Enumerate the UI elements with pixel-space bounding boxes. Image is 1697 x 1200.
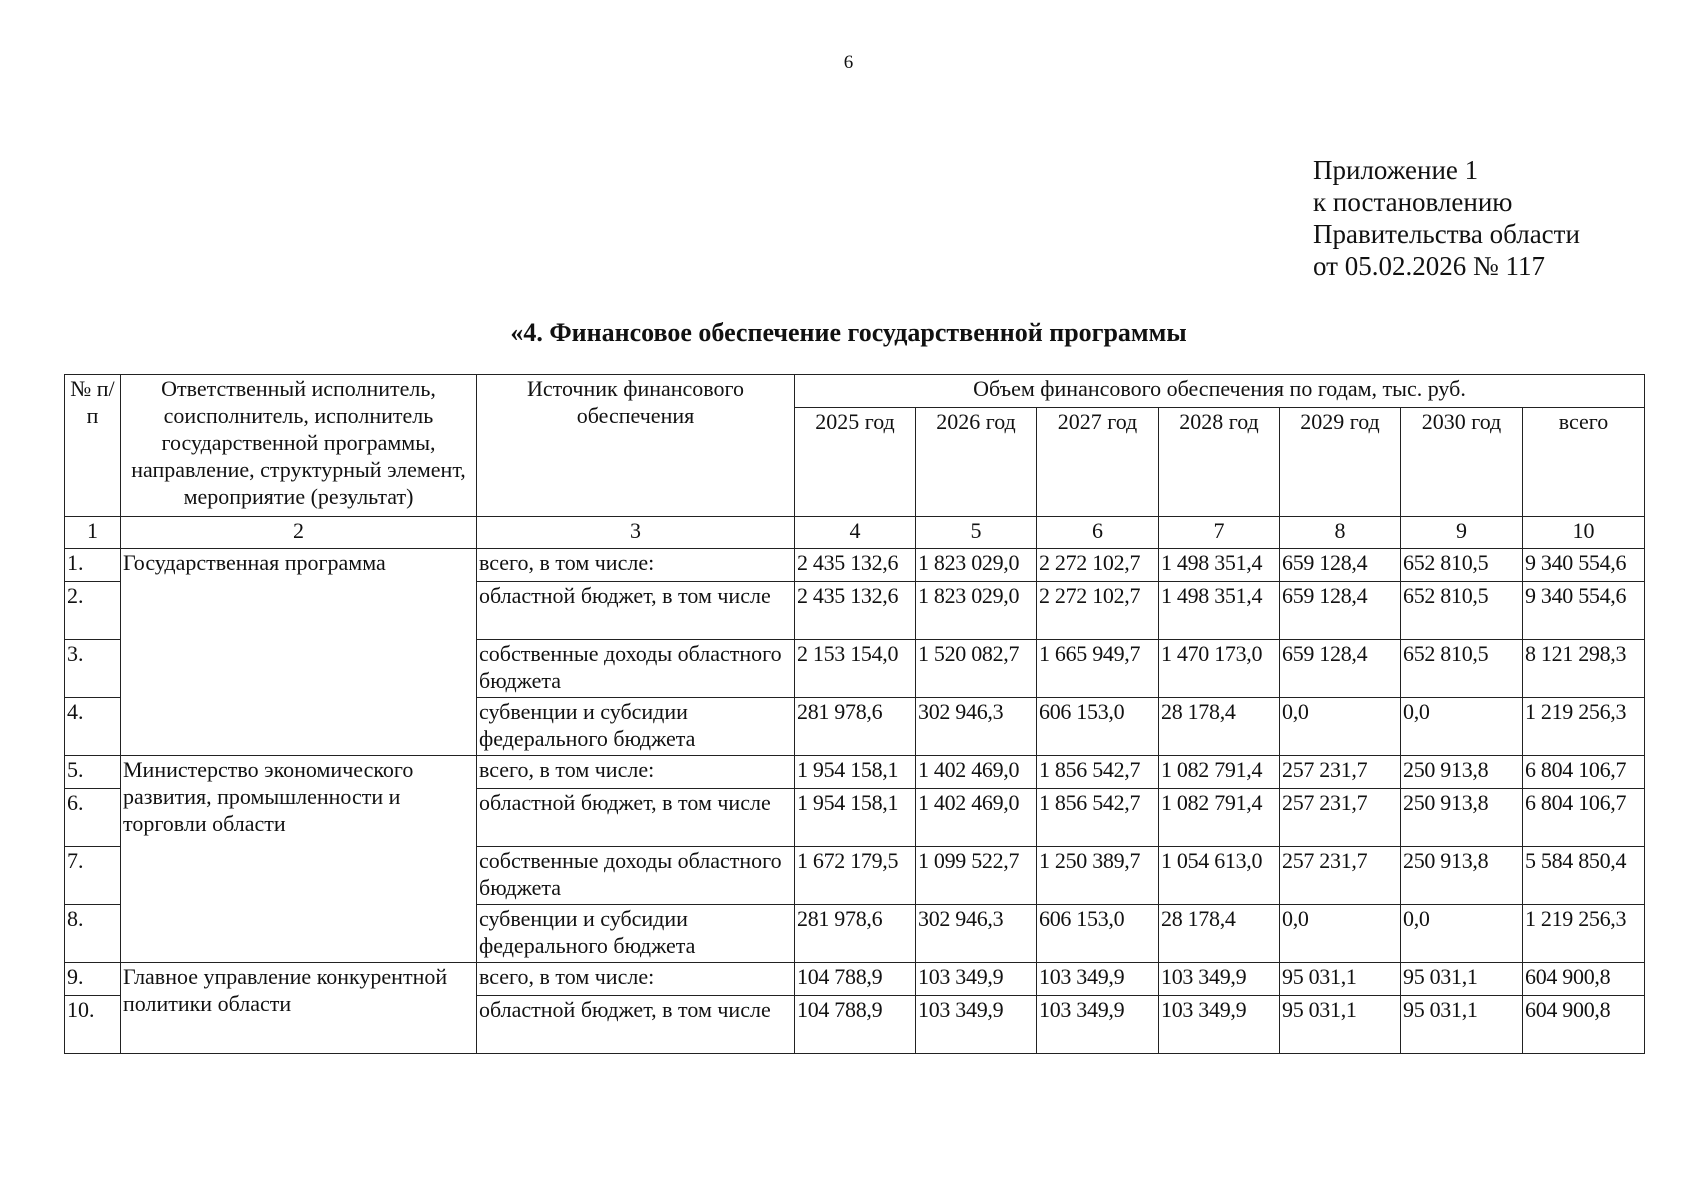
value-cell: 1 672 179,5 [795, 847, 916, 905]
column-number: 2 [121, 517, 477, 549]
value-cell: 257 231,7 [1280, 847, 1401, 905]
value-cell: 1 054 613,0 [1159, 847, 1280, 905]
value-cell: 1 498 351,4 [1159, 549, 1280, 582]
value-cell: 2 272 102,7 [1037, 549, 1159, 582]
source-cell: всего, в том числе: [477, 549, 795, 582]
value-cell: 104 788,9 [795, 963, 916, 996]
value-cell: 281 978,6 [795, 905, 916, 963]
value-cell: 257 231,7 [1280, 756, 1401, 789]
value-cell: 1 250 389,7 [1037, 847, 1159, 905]
header-year: 2028 год [1159, 408, 1280, 517]
total-cell: 6 804 106,7 [1523, 756, 1645, 789]
value-cell: 95 031,1 [1280, 996, 1401, 1054]
value-cell: 250 913,8 [1401, 756, 1523, 789]
value-cell: 1 856 542,7 [1037, 789, 1159, 847]
value-cell: 95 031,1 [1280, 963, 1401, 996]
value-cell: 104 788,9 [795, 996, 916, 1054]
value-cell: 103 349,9 [916, 996, 1037, 1054]
page-number: 6 [843, 52, 854, 73]
value-cell: 0,0 [1280, 698, 1401, 756]
value-cell: 103 349,9 [1159, 963, 1280, 996]
total-cell: 1 219 256,3 [1523, 905, 1645, 963]
header-source: Источник финансового обеспечения [477, 375, 795, 517]
table-row [65, 549, 1645, 582]
column-number: 10 [1523, 517, 1645, 549]
source-cell: субвенции и субсидии федерального бюджета [477, 905, 795, 963]
source-cell: областной бюджет, в том числе [477, 996, 795, 1054]
source-cell: всего, в том числе: [477, 963, 795, 996]
value-cell: 659 128,4 [1280, 640, 1401, 698]
value-cell: 103 349,9 [916, 963, 1037, 996]
value-cell: 1 082 791,4 [1159, 789, 1280, 847]
financing-table [64, 374, 1645, 1054]
header-num: № п/п [65, 375, 121, 517]
column-number: 4 [795, 517, 916, 549]
value-cell: 1 082 791,4 [1159, 756, 1280, 789]
value-cell: 1 099 522,7 [916, 847, 1037, 905]
value-cell: 302 946,3 [916, 698, 1037, 756]
value-cell: 95 031,1 [1401, 996, 1523, 1054]
total-cell: 9 340 554,6 [1523, 582, 1645, 640]
table-row [65, 963, 1645, 996]
appendix-line: к постановлению [1313, 187, 1513, 217]
appendix-line: от 05.02.2026 № 117 [1313, 251, 1545, 281]
total-cell: 1 219 256,3 [1523, 698, 1645, 756]
appendix-line: Приложение 1 [1313, 155, 1479, 185]
column-number: 8 [1280, 517, 1401, 549]
row-number: 6. [65, 789, 121, 847]
value-cell: 1 470 173,0 [1159, 640, 1280, 698]
header-year: 2025 год [795, 408, 916, 517]
table-body [65, 549, 1645, 1054]
source-cell: собственные доходы областного бюджета [477, 847, 795, 905]
source-cell: собственные доходы областного бюджета [477, 640, 795, 698]
column-number: 3 [477, 517, 795, 549]
total-cell: 9 340 554,6 [1523, 549, 1645, 582]
header-volume: Объем финансового обеспечения по годам, тыс. руб. [795, 375, 1645, 408]
value-cell: 1 520 082,7 [916, 640, 1037, 698]
responsible-cell: Министерство экономического развития, промышленности и торговли области [121, 756, 477, 963]
column-number: 9 [1401, 517, 1523, 549]
value-cell: 0,0 [1401, 698, 1523, 756]
value-cell: 2 272 102,7 [1037, 582, 1159, 640]
header-year: 2029 год [1280, 408, 1401, 517]
total-cell: 5 584 850,4 [1523, 847, 1645, 905]
appendix-block [1313, 154, 1580, 282]
value-cell: 103 349,9 [1159, 996, 1280, 1054]
value-cell: 0,0 [1401, 905, 1523, 963]
value-cell: 103 349,9 [1037, 996, 1159, 1054]
source-cell: областной бюджет, в том числе [477, 789, 795, 847]
value-cell: 1 402 469,0 [916, 756, 1037, 789]
row-number: 3. [65, 640, 121, 698]
header-year: 2027 год [1037, 408, 1159, 517]
column-number: 1 [65, 517, 121, 549]
source-cell: областной бюджет, в том числе [477, 582, 795, 640]
value-cell: 1 856 542,7 [1037, 756, 1159, 789]
value-cell: 1 498 351,4 [1159, 582, 1280, 640]
total-cell: 8 121 298,3 [1523, 640, 1645, 698]
responsible-cell: Главное управление конкурентной политики области [121, 963, 477, 1054]
value-cell: 281 978,6 [795, 698, 916, 756]
value-cell: 2 435 132,6 [795, 582, 916, 640]
table-head [65, 375, 1645, 549]
value-cell: 1 823 029,0 [916, 582, 1037, 640]
value-cell: 1 954 158,1 [795, 756, 916, 789]
responsible-cell: Государственная программа [121, 549, 477, 756]
header-responsible: Ответственный исполнитель, соисполнитель, исполнитель государственной программы, направление, структурный элемент, мероприятие (результат) [121, 375, 477, 517]
value-cell: 1 954 158,1 [795, 789, 916, 847]
value-cell: 2 153 154,0 [795, 640, 916, 698]
source-cell: всего, в том числе: [477, 756, 795, 789]
value-cell: 1 665 949,7 [1037, 640, 1159, 698]
value-cell: 606 153,0 [1037, 905, 1159, 963]
header-year: 2026 год [916, 408, 1037, 517]
row-number: 5. [65, 756, 121, 789]
column-number: 7 [1159, 517, 1280, 549]
value-cell: 659 128,4 [1280, 582, 1401, 640]
row-number: 4. [65, 698, 121, 756]
value-cell: 652 810,5 [1401, 640, 1523, 698]
source-cell: субвенции и субсидии федерального бюджета [477, 698, 795, 756]
value-cell: 0,0 [1280, 905, 1401, 963]
value-cell: 659 128,4 [1280, 549, 1401, 582]
value-cell: 652 810,5 [1401, 549, 1523, 582]
total-cell: 604 900,8 [1523, 996, 1645, 1054]
row-number: 2. [65, 582, 121, 640]
document-title: «4. Финансовое обеспечение государственной программы [510, 318, 1187, 347]
row-number: 1. [65, 549, 121, 582]
row-number: 10. [65, 996, 121, 1054]
column-number-row [65, 517, 1645, 549]
value-cell: 257 231,7 [1280, 789, 1401, 847]
value-cell: 1 823 029,0 [916, 549, 1037, 582]
value-cell: 95 031,1 [1401, 963, 1523, 996]
value-cell: 28 178,4 [1159, 698, 1280, 756]
value-cell: 28 178,4 [1159, 905, 1280, 963]
header-year: 2030 год [1401, 408, 1523, 517]
row-number: 8. [65, 905, 121, 963]
total-cell: 604 900,8 [1523, 963, 1645, 996]
value-cell: 250 913,8 [1401, 847, 1523, 905]
value-cell: 2 435 132,6 [795, 549, 916, 582]
row-number: 9. [65, 963, 121, 996]
value-cell: 606 153,0 [1037, 698, 1159, 756]
total-cell: 6 804 106,7 [1523, 789, 1645, 847]
value-cell: 103 349,9 [1037, 963, 1159, 996]
table-row [65, 756, 1645, 789]
header-total: всего [1523, 408, 1645, 517]
column-number: 6 [1037, 517, 1159, 549]
value-cell: 652 810,5 [1401, 582, 1523, 640]
value-cell: 302 946,3 [916, 905, 1037, 963]
value-cell: 1 402 469,0 [916, 789, 1037, 847]
row-number: 7. [65, 847, 121, 905]
appendix-line: Правительства области [1313, 219, 1580, 249]
value-cell: 250 913,8 [1401, 789, 1523, 847]
column-number: 5 [916, 517, 1037, 549]
